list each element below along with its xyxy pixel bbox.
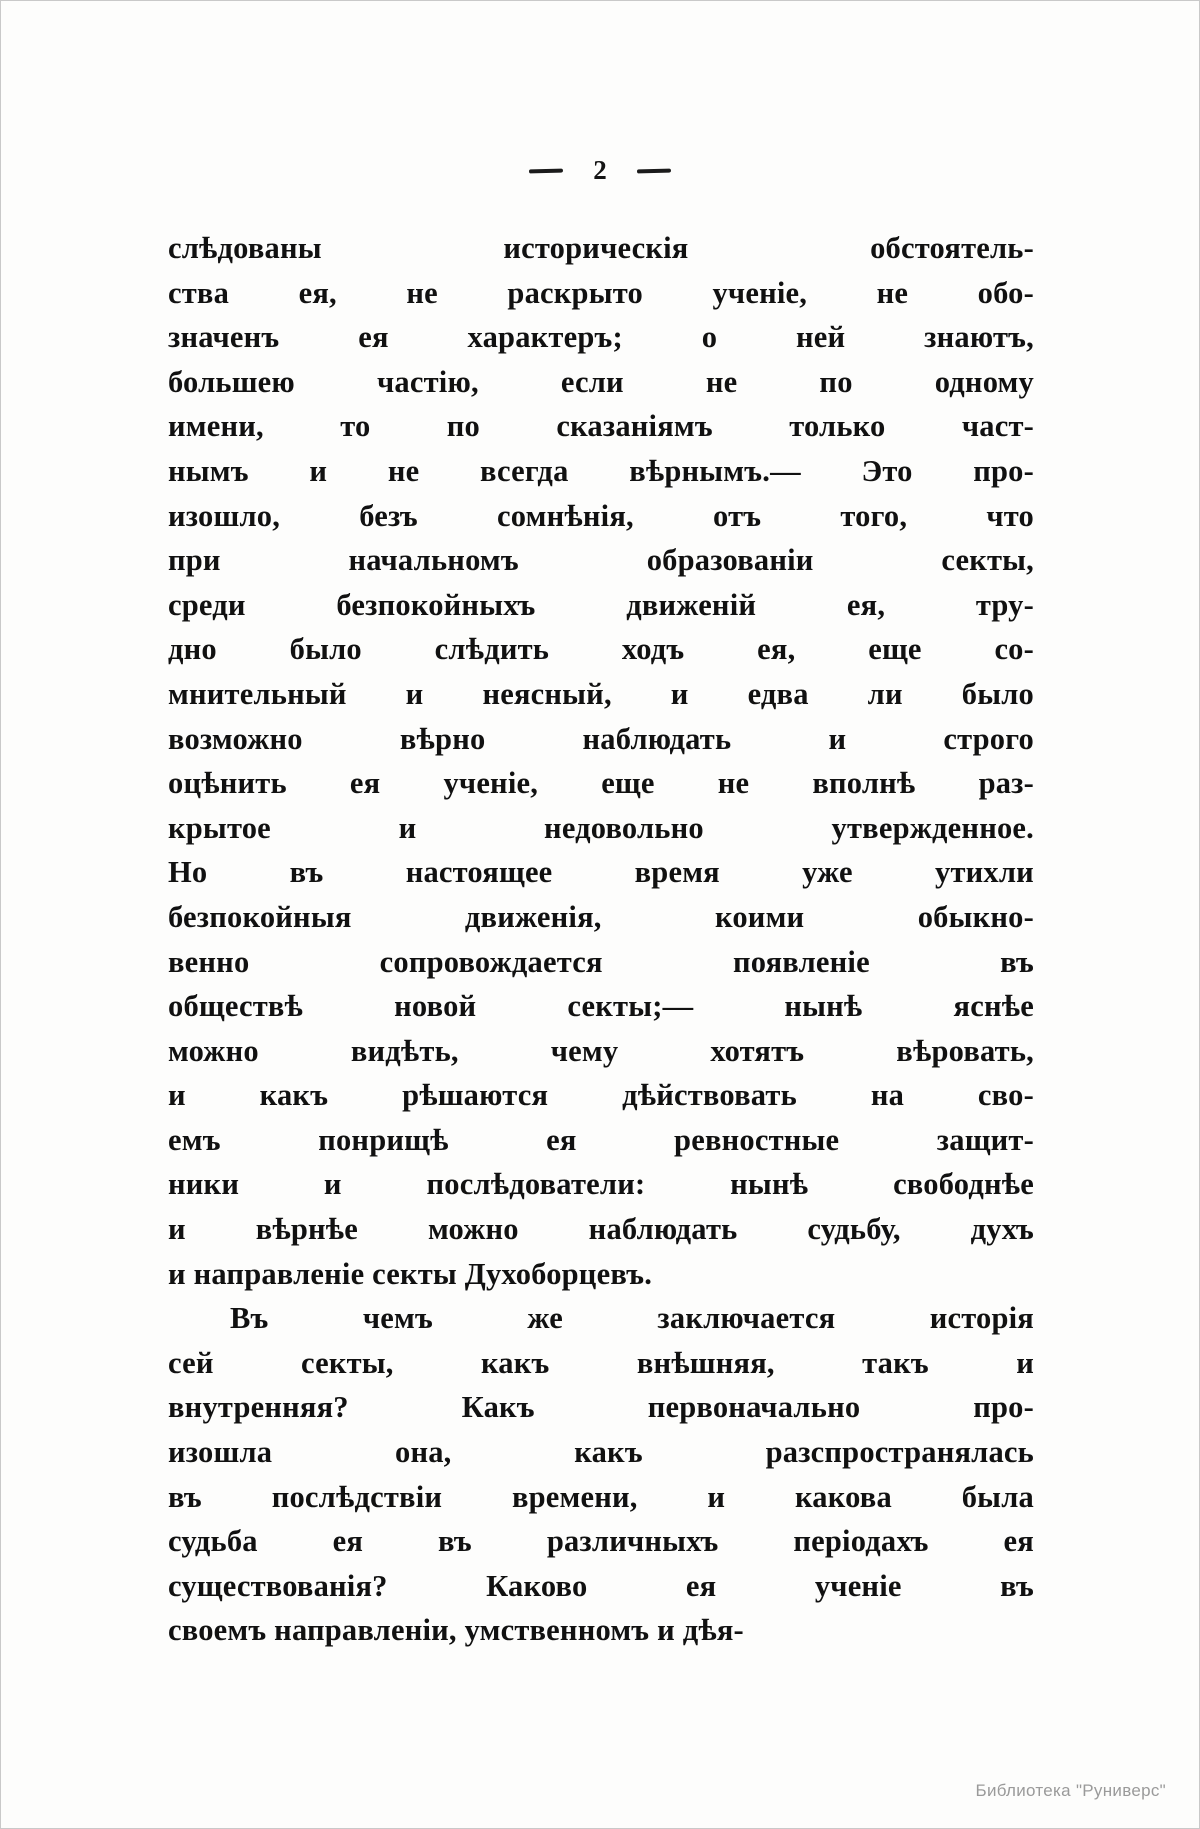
text-line: внутренняя? Какъ первоначально про-	[168, 1390, 1034, 1425]
text-line: ства ея, не раскрыто ученіе, не обо-	[168, 275, 1034, 310]
text-line: безпокойныя движенія, коими обыкно-	[168, 899, 1034, 934]
text-line: крытое и недовольно утвержденное.	[168, 810, 1034, 845]
text-line: изошло, безъ сомнѣнія, отъ того, что	[168, 498, 1034, 533]
text-line: изошла она, какъ разспространялась	[168, 1435, 1034, 1470]
text-line: можно видѣть, чему хотятъ вѣровать,	[168, 1033, 1034, 1068]
page-header	[0, 155, 1200, 186]
text-line: значенъ ея характеръ; о ней знаютъ,	[168, 320, 1034, 355]
text-line: большею частію, если не по одному	[168, 364, 1034, 399]
text-line: возможно вѣрно наблюдать и строго	[168, 721, 1034, 756]
text-line: слѣдованы историческія обстоятель-	[168, 231, 1034, 265]
header-rule-left-icon	[529, 168, 563, 173]
text-line: мнительный и неясный, и едва ли было	[168, 676, 1034, 711]
page-number: 2	[593, 155, 607, 185]
text-line: въ послѣдствіи времени, и какова была	[168, 1479, 1034, 1514]
text-line: своемъ направленіи, умственномъ и дѣя-	[168, 1613, 744, 1648]
text-line: судьба ея въ различныхъ періодахъ ея	[168, 1524, 1034, 1559]
text-line: емъ понрищѣ ея ревностные защит-	[168, 1122, 1034, 1157]
body-text	[168, 226, 1034, 1653]
library-watermark: Библиотека "Руниверс"	[975, 1781, 1166, 1800]
text-line: среди безпокойныхъ движеній ея, тру-	[168, 587, 1034, 622]
text-line: венно сопровождается появленіе въ	[168, 944, 1034, 979]
text-line: обществѣ новой секты;— нынѣ яснѣе	[168, 989, 1034, 1024]
text-line: нымъ и не всегда вѣрнымъ.— Это про-	[168, 453, 1034, 488]
text-line: и вѣрнѣе можно наблюдать судьбу, духъ	[168, 1212, 1034, 1247]
text-line: Но въ настоящее время уже утихли	[168, 855, 1034, 890]
text-line: и направленіе секты Духоборцевъ.	[168, 1256, 653, 1291]
text-line: ники и послѣдователи: нынѣ свободнѣе	[168, 1167, 1034, 1202]
text-line: существованія? Каково ея ученіе въ	[168, 1568, 1034, 1603]
text-line: и какъ рѣшаются дѣйствовать на сво-	[168, 1078, 1034, 1113]
text-line: дно было слѣдить ходъ ея, еще со-	[168, 632, 1034, 667]
text-line: Въ чемъ же заключается исторія	[230, 1301, 1034, 1336]
header-rule-right-icon	[637, 168, 671, 173]
text-line: при начальномъ образованіи секты,	[168, 543, 1034, 578]
text-line: сей секты, какъ внѣшняя, такъ и	[168, 1345, 1034, 1380]
text-line: имени, то по сказаніямъ только част-	[168, 409, 1034, 444]
text-line: оцѣнить ея ученіе, еще не вполнѣ раз-	[168, 766, 1034, 801]
